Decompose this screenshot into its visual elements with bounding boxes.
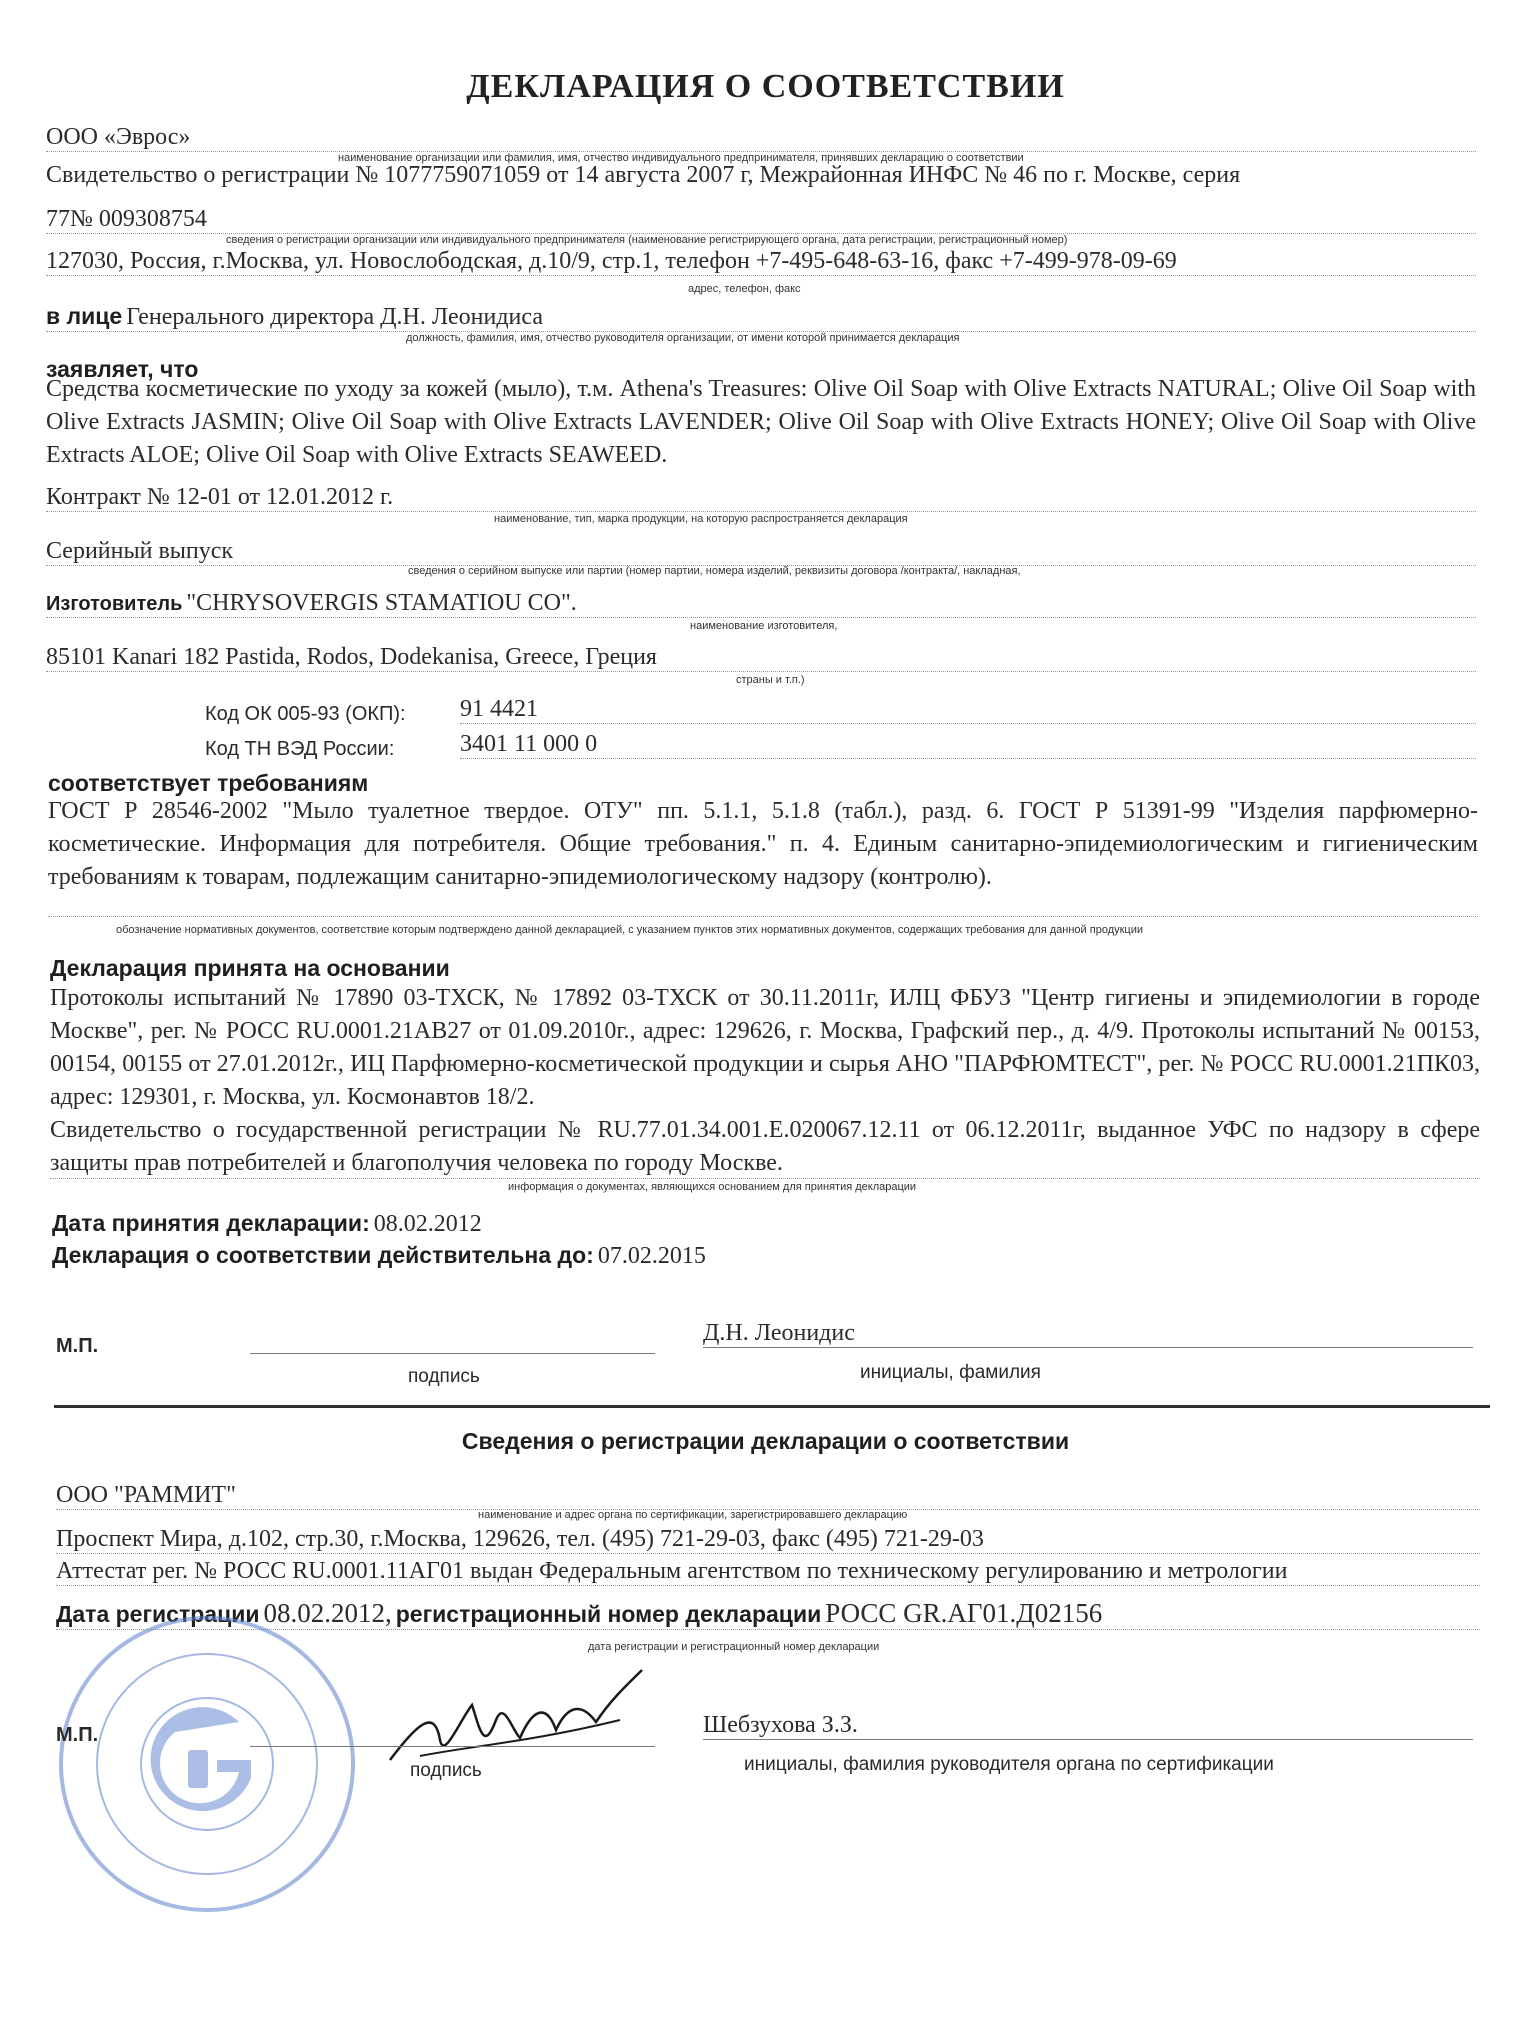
products-text: Средства косметические по уходу за кожей (мыло), т.м. Athena's Treasures: Olive Oil Soap with Olive Extracts NATURAL; Olive Oil Soap with Olive Extracts JASMIN; Olive Oil Soap with Olive Extracts LAVENDER; Olive Oil Soap with Olive Extracts HONEY; Olive Oil Soap with Olive Extracts ALOE; Olive Oil Soap with Olive Extracts SEAWEED. (46, 376, 1476, 468)
mp-stamp-place-2: М.П. (56, 1724, 99, 1746)
accepted-date-label: Дата принятия декларации: (52, 1210, 370, 1236)
requirements-text: ГОСТ Р 28546-2002 "Мыло туалетное твердое. ОТУ" пп. 5.1.1, 5.1.8 (табл.), разд. 6. ГОСТ Р 51391-99 "Изделия парфюмерно-косметические. Информация для потребителя. Общие требования." п. 4. Единым санитарно-эпидемиологическим и гигиеническим требованиям к товарам, подлежащим санитарно-эпидемиологическому надзору (контролю). (48, 798, 1478, 890)
applicant-name-caption: наименование организации или фамилия, имя, отчество индивидуального предпринимателя, принявших декларацию о соответствии (338, 152, 1024, 164)
signature-line-1 (250, 1353, 655, 1354)
registration-line-cont: 77№ 009308754 (46, 206, 1476, 234)
manufacturer-label: Изготовитель (46, 593, 183, 615)
represented-caption: должность, фамилия, имя, отчество руководителя организации, от имени которой принимается декларация (406, 332, 960, 344)
signature-caption-2: подпись (410, 1760, 482, 1781)
applicant-signer-name: Д.Н. Леонидис (703, 1320, 1473, 1348)
section-divider (54, 1405, 1490, 1408)
attestat-line: Аттестат рег. № РОСС RU.0001.11АГ01 выдан Федеральным агентством по техническому регулированию и метрологии (56, 1558, 1480, 1586)
manufacturer-line (46, 590, 1476, 618)
basis-label: Декларация принята на основании (50, 955, 450, 981)
accepted-date-value: 08.02.2012 (373, 1211, 482, 1237)
manufacturer-caption: наименование изготовителя, (690, 620, 838, 632)
code-tnved-label: Код ТН ВЭД России: (205, 738, 395, 760)
signature-caption-1: подпись (408, 1366, 480, 1387)
contract-line: Контракт № 12-01 от 12.01.2012 г. (46, 484, 1476, 512)
registration-caption: сведения о регистрации организации или индивидуального предпринимателя (наименование регистрирующего органа, дата регистрации, регистрационный номер) (226, 234, 1068, 246)
basis-text-1: Протоколы испытаний № 17890 03-ТХСК, № 17892 03-ТХСК от 30.11.2011г, ИЛЦ ФБУЗ "Центр гигиены и эпидемиологии в городе Москве", рег. № РОСС RU.0001.21АВ27 от 01.09.2010г., адрес: 129626, г. Москва, Графский пер., д. 4/9. Протоколы испытаний № 00153, 00154, 00155 от 27.01.2012г., ИЦ Парфюмерно-косметической продукции и сырья АНО "ПАРФЮМТЕСТ", рег. № РОСС RU.0001.21ПК03, адрес: 129301, г. Москва, ул. Космонавтов 18/2. (50, 985, 1480, 1110)
cert-body-caption: наименование и адрес органа по сертификации, зарегистрировавшего декларацию (478, 1509, 908, 1521)
applicant-name: ООО «Эврос» (46, 124, 1476, 152)
requirements-underline (48, 916, 1478, 917)
basis-caption: информация о документах, являющихся основанием для принятия декларации (508, 1181, 917, 1193)
valid-date-value: 07.02.2015 (597, 1243, 706, 1269)
manufacturer-name: "CHRYSOVERGIS STAMATIOU CO". (186, 590, 577, 616)
cert-body-name: ООО "РАММИТ" (56, 1482, 1480, 1510)
registration-date-label: Дата регистрации (56, 1601, 260, 1627)
registration-line: Свидетельство о регистрации № 1077759071059 от 14 августа 2007 г, Межрайонная ИНФС № 46 по г. Москве, серия (46, 162, 1241, 188)
registration-date-value: 08.02.2012, (263, 1598, 392, 1628)
registration-heading: Сведения о регистрации декларации о соответствии (461, 1428, 1070, 1454)
address-caption: адрес, телефон, факс (688, 283, 801, 295)
signature-line-2 (250, 1746, 655, 1747)
basis-underline (50, 1178, 1480, 1179)
requirements-caption: обозначение нормативных документов, соответствие которым подтверждено данной декларацией, с указанием пунктов этих нормативных документов, содержащих требования для данной продукции (116, 924, 1144, 936)
serial-line: Серийный выпуск (46, 538, 1476, 566)
cert-head-caption: инициалы, фамилия руководителя органа по сертификации (744, 1754, 1274, 1775)
represented-value: Генерального директора Д.Н. Леонидиса (126, 304, 543, 330)
valid-date-label: Декларация о соответствии действительна до: (52, 1242, 594, 1268)
requirements-label: соответствует требованиям (48, 770, 369, 796)
products-caption: наименование, тип, марка продукции, на которую распространяется декларация (494, 513, 908, 525)
serial-caption: сведения о серийном выпуске или партии (номер партии, номера изделий, реквизиты договора /контракта/, накладная, (408, 565, 1021, 577)
registration-number-value: РОСС GR.АГ01.Д02156 (825, 1598, 1103, 1628)
registration-number-label: регистрационный номер декларации (395, 1601, 822, 1627)
represented-label: в лице (46, 303, 123, 329)
code-okp-value: 91 4421 (460, 696, 1476, 724)
code-tnved-value: 3401 11 000 0 (460, 731, 1476, 759)
basis-text-2: Свидетельство о государственной регистрации № RU.77.01.34.001.Е.020067.12.11 от 06.12.2011г, выданное УФС по надзору в сфере защиты прав потребителей и благополучия человека по городу Москве. (50, 1117, 1480, 1176)
name-caption-1: инициалы, фамилия (860, 1362, 1041, 1383)
manufacturer-address: 85101 Kanari 182 Pastida, Rodos, Dodekanisa, Greece, Греция (46, 644, 1476, 672)
accepted-date-row (52, 1210, 482, 1238)
valid-date-row (52, 1242, 706, 1270)
applicant-address: 127030, Россия, г.Москва, ул. Новослободская, д.10/9, стр.1, телефон +7-495-648-63-16, факс +7-499-978-09-69 (46, 248, 1476, 276)
certification-stamp (55, 1612, 360, 1917)
manufacturer-address-caption: страны и т.п.) (736, 674, 805, 686)
cert-head-name: Шебзухова З.З. (703, 1712, 1473, 1740)
document-title: ДЕКЛАРАЦИЯ О СООТВЕТСТВИИ (466, 68, 1065, 105)
mp-stamp-place-1: М.П. (56, 1335, 99, 1357)
represented-line (46, 303, 1476, 332)
code-okp-label: Код ОК 005-93 (ОКП): (205, 703, 406, 725)
registration-date-caption: дата регистрации и регистрационный номер декларации (588, 1641, 880, 1653)
declares-label: заявляет, что (46, 356, 199, 382)
cert-body-address: Проспект Мира, д.102, стр.30, г.Москва, 129626, тел. (495) 721-29-03, факс (495) 721-29-03 (56, 1526, 1480, 1554)
